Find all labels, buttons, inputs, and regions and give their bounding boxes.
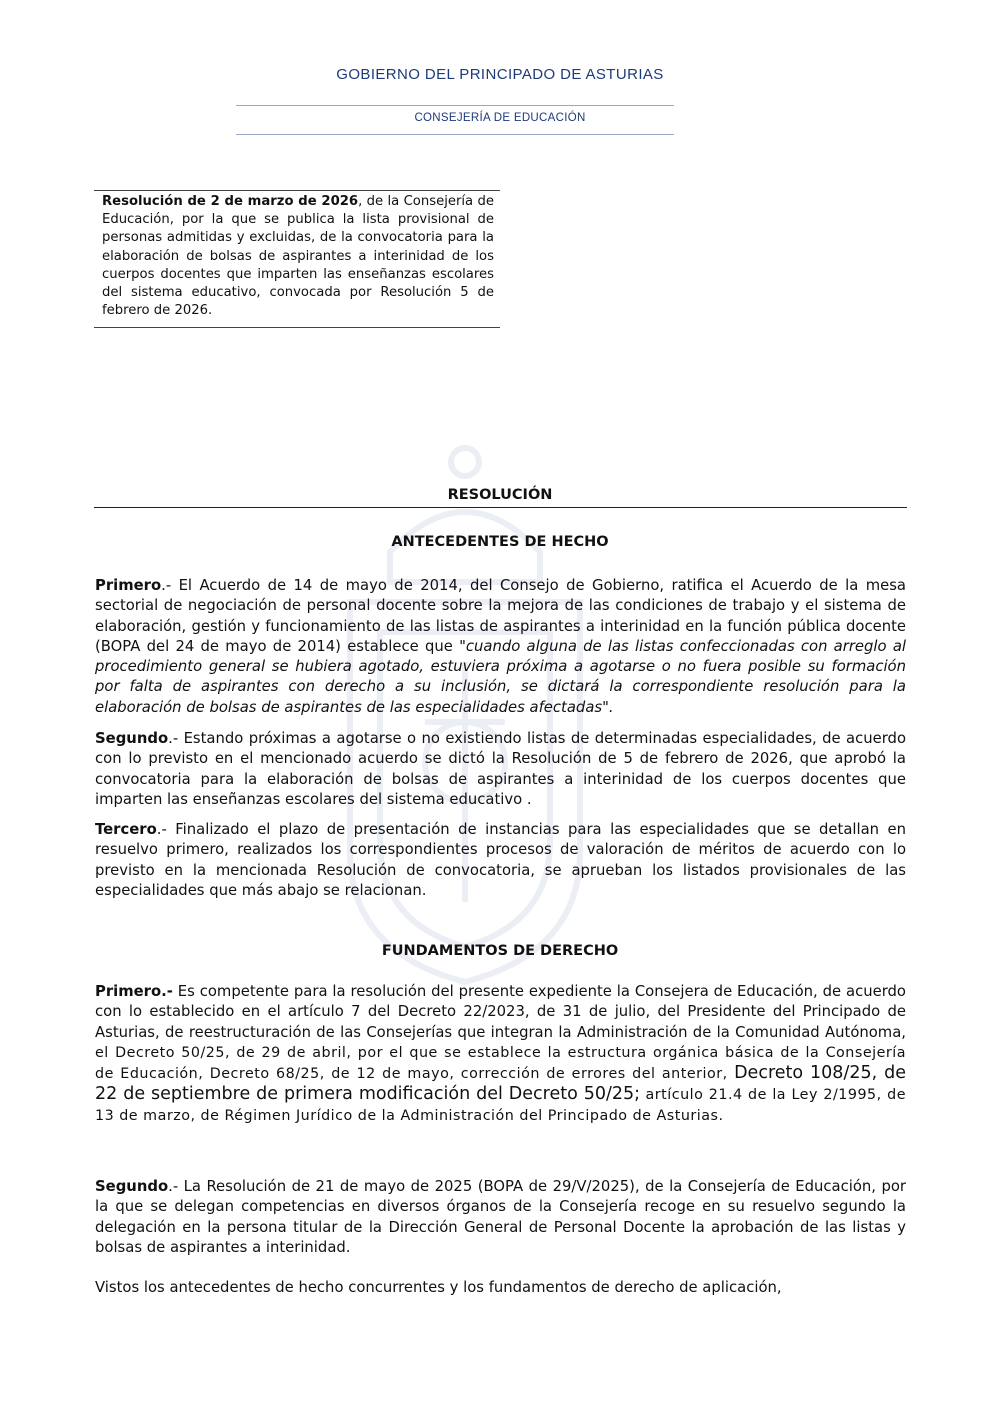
antecedentes-segundo: [95, 729, 906, 810]
fundamentos-segundo-text: .- La Resolución de 21 de mayo de 2025 (BOPA de 29/V/2025), de la Consejería de Educación, por la que se delegan competencias en diversos órganos de la Consejería recoge en su resuelvo segundo la delegación en la persona titular de la Dirección General de Personal Docente la aprobación de las listas y bolsas de aspirantes a interinidad.: [95, 1178, 906, 1256]
fundamentos-segundo-label: Segundo: [95, 1178, 169, 1195]
tercero-text: .- Finalizado el plazo de presentación de instancias para las especialidades que se detallan en resuelvo primero, realizados los correspondientes procesos de valoración de méritos de acuerdo con lo previsto en la mencionada Resolución de convocatoria, se aprueban los listados provisionales de las especialidades que más abajo se relacionan.: [95, 821, 906, 899]
header-divider-bottom: [236, 134, 674, 135]
antecedentes-tercero: [95, 820, 906, 901]
resolution-divider: [94, 507, 907, 508]
resolution-summary-box: [94, 190, 500, 328]
antecedentes-heading: ANTECEDENTES DE HECHO: [391, 534, 609, 550]
vistos-paragraph: Vistos los antecedentes de hecho concurrentes y los fundamentos de derecho de aplicación,: [95, 1279, 782, 1296]
department-header: CONSEJERÍA DE EDUCACIÓN: [414, 112, 586, 124]
government-header: GOBIERNO DEL PRINCIPADO DE ASTURIAS: [336, 66, 664, 83]
fundamentos-segundo: [95, 1177, 906, 1258]
resolution-heading: RESOLUCIÓN: [447, 487, 553, 503]
primero-quote: "cuando alguna de las listas confeccionadas con arreglo al procedimiento general se hubiera agotado, estuviera próxima a agotarse o no fuera posible su formación por falta de aspirantes con derecho a su inclusión, se dictará la correspondiente resolución para la elaboración de bolsas de aspirantes de las especialidades afectadas".: [95, 637, 906, 716]
fundamentos-primero-text2: el Decreto 50/25, de 29 de abril, por el que se establece la estructura orgánica básica de la Consejería de Educación, Decreto 68/25, de 12 de mayo, corrección de errores del anterior,: [95, 1044, 906, 1083]
fundamentos-primero-label: Primero.-: [95, 983, 173, 1000]
fundamentos-primero-text3: Decreto 108/25, de 22 de septiembre de primera modificación del Decreto 50/25;: [95, 1063, 906, 1105]
segundo-text: .- Estando próximas a agotarse o no existiendo listas de determinadas especialidades, de acuerdo con lo previsto en el mencionado acuerdo se dictó la Resolución de 5 de febrero de 2026, que aprobó la convocatoria para la elaboración de bolsas de aspirantes a interinidad de los cuerpos docentes que imparten las enseñanzas escolares del sistema educativo .: [95, 730, 906, 808]
primero-text: .- El Acuerdo de 14 de mayo de 2014, del Consejo de Gobierno, ratifica el Acuerdo de la mesa sectorial de negociación de personal docente sobre la mejora de las condiciones de trabajo y el sistema de elaboración, gestión y funcionamiento de las listas de aspirantes a interinidad en la función pública docente (BOPA del 24 de mayo de 2014) establece que: [95, 577, 906, 655]
segundo-label: Segundo: [95, 730, 169, 747]
header-divider-top: [236, 105, 674, 106]
fundamentos-primero-text4: artículo 21.4 de la Ley 2/1995, de 13 de marzo, de Régimen Jurídico de la Administración del Principado de Asturias.: [95, 1087, 906, 1124]
summary-text: , de la Consejería de Educación, por la que se publica la lista provisional de personas admitidas y excluidas, de la convocatoria para la elaboración de bolsas de aspirantes a interinidad de los cuerpos docentes que imparten las enseñanzas escolares del sistema educativo, convocada por Resolución 5 de febrero de 2026.: [102, 194, 494, 319]
tercero-label: Tercero: [95, 821, 157, 838]
primero-label: Primero: [95, 577, 162, 594]
antecedentes-primero: [95, 576, 906, 718]
fundamentos-primero-text1: Es competente para la resolución del presente expediente la Consejera de Educación, de acuerdo con lo establecido en el artículo 7 del Decreto 22/2023, de 31 de julio, del Presidente del Principado de Asturias, de reestructuración de las Consejerías que integran la Administración de la Comunidad Autónoma,: [95, 983, 906, 1041]
fundamentos-heading: FUNDAMENTOS DE DERECHO: [381, 943, 619, 959]
fundamentos-primero: [95, 982, 906, 1126]
summary-title: Resolución de 2 de marzo de 2026: [102, 194, 359, 209]
